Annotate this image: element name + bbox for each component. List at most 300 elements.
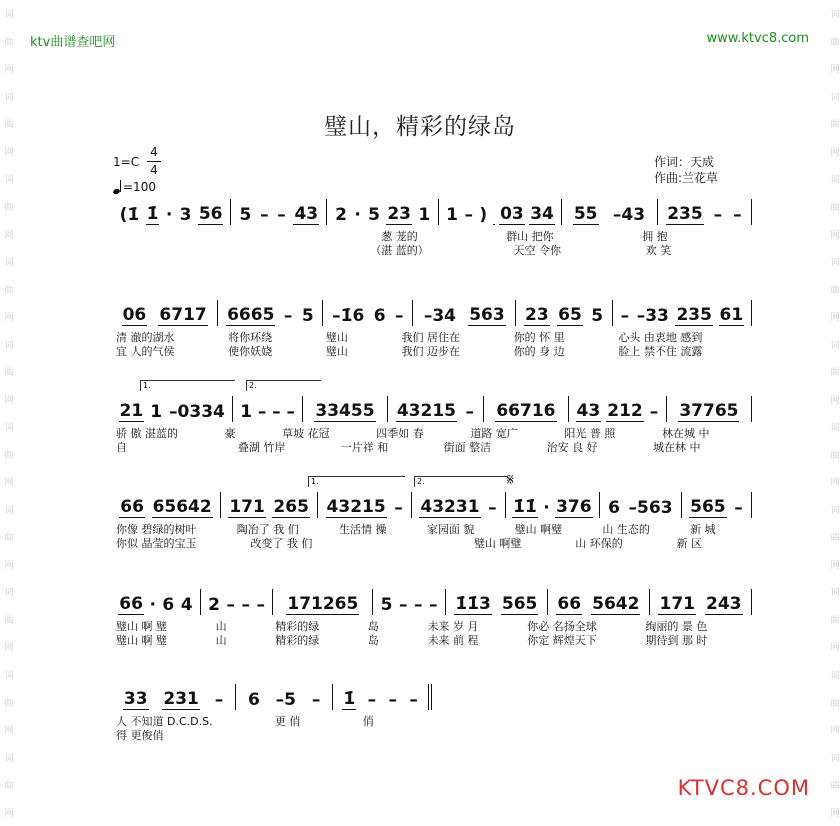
side-watermark-char: 词 bbox=[828, 91, 839, 101]
note-group: – bbox=[214, 690, 224, 710]
note-group: – bbox=[649, 402, 659, 422]
lyric-segment: 期待到 那 时 bbox=[645, 634, 708, 647]
music-line bbox=[112, 199, 752, 281]
measure bbox=[667, 396, 752, 422]
lyric-segment: 清 澈的湖水 bbox=[116, 331, 175, 344]
side-watermark-char: 词 bbox=[2, 9, 13, 19]
lyrics-row-2 bbox=[112, 632, 752, 648]
side-watermark-char: 曲 bbox=[828, 532, 839, 542]
note-group: (1̇ bbox=[119, 205, 140, 225]
note-group: – bbox=[395, 306, 404, 326]
measure bbox=[516, 300, 613, 326]
note-group: – bbox=[286, 402, 295, 422]
measure bbox=[548, 589, 650, 615]
volta-bracket: 2. bbox=[246, 380, 321, 391]
lyric-segment: 宜 人的气侯 bbox=[116, 345, 175, 358]
lyric-segment bbox=[416, 535, 470, 551]
note-group: 21 bbox=[119, 401, 144, 421]
measure bbox=[323, 300, 413, 326]
note-group: 6 bbox=[248, 690, 260, 710]
side-watermark-char: 曲 bbox=[2, 449, 13, 459]
note-group: – bbox=[733, 205, 742, 225]
note-group: 23 bbox=[387, 204, 412, 224]
note-group: 43 bbox=[294, 204, 319, 224]
measure bbox=[231, 199, 327, 225]
side-watermark-char: 词 bbox=[2, 422, 13, 432]
note-group: 34 bbox=[530, 204, 554, 224]
notation-row bbox=[112, 684, 432, 710]
lyric-segment bbox=[341, 727, 432, 743]
volta-bracket: 2. bbox=[414, 476, 507, 487]
music-line bbox=[112, 381, 752, 478]
note-group: 171265 bbox=[287, 594, 359, 614]
lyric-segment: 你定 辉煌天下 bbox=[527, 634, 597, 647]
note-group: – bbox=[429, 595, 438, 615]
music-line bbox=[112, 300, 752, 382]
side-watermark-char: 曲 bbox=[2, 284, 13, 294]
time-signature bbox=[147, 145, 161, 178]
measure bbox=[273, 589, 373, 615]
lyric-segment: 家园面 貌 bbox=[426, 523, 475, 536]
side-watermark-char: 词 bbox=[2, 752, 13, 762]
note-group: 5 bbox=[239, 205, 252, 225]
lyric-segment: 岛 bbox=[367, 620, 379, 633]
measure bbox=[439, 199, 562, 225]
lyrics-row-2 bbox=[112, 439, 752, 455]
lyric-segment: 改变了 我 们 bbox=[250, 537, 313, 550]
measure bbox=[233, 396, 302, 422]
note-group: – bbox=[620, 306, 630, 326]
music-line bbox=[112, 684, 432, 766]
note-group: – bbox=[409, 690, 418, 710]
note-group: – bbox=[311, 690, 321, 710]
note-group: 3 bbox=[179, 205, 192, 225]
ktvc8-logo: KTVC8.COM bbox=[677, 776, 810, 800]
measure bbox=[562, 199, 658, 225]
lyric-segment: 未来 前 程 bbox=[427, 634, 479, 647]
side-watermark-char: 词 bbox=[2, 504, 13, 514]
note-group: 235 bbox=[667, 204, 703, 224]
note-group: 5 bbox=[301, 306, 314, 326]
note-group: 1 bbox=[240, 402, 253, 422]
note-group: – bbox=[257, 402, 267, 422]
note-group: – bbox=[465, 402, 475, 422]
lyric-segment: （湛 蓝的） bbox=[370, 244, 429, 257]
note-group: 1̇1̇ bbox=[513, 497, 537, 517]
lyric-segment: 你必 名扬全球 bbox=[527, 620, 597, 633]
music-line bbox=[112, 589, 752, 671]
note-group: 563 bbox=[469, 305, 505, 325]
measure bbox=[569, 396, 667, 422]
side-watermark-char: 曲 bbox=[2, 532, 13, 542]
note-group: – bbox=[260, 205, 269, 225]
note-group: – bbox=[241, 595, 251, 615]
side-watermark-char: 词 bbox=[2, 257, 13, 267]
note-group: – bbox=[399, 595, 408, 615]
side-watermark-char: 词 bbox=[828, 422, 839, 432]
note-group: 43231 bbox=[420, 497, 480, 517]
lyric-segment: 你的 怀 里 bbox=[513, 331, 565, 344]
measure bbox=[236, 684, 333, 710]
lyric-segment: 精彩的绿 bbox=[275, 620, 320, 633]
side-watermark-char: 词 bbox=[2, 174, 13, 184]
note-group: 265 bbox=[273, 497, 309, 517]
note-group: 6 bbox=[373, 306, 386, 326]
measure bbox=[112, 300, 218, 326]
note-group: 6 bbox=[608, 498, 620, 518]
side-watermark-char: 网 bbox=[828, 312, 839, 322]
note-group: – bbox=[414, 595, 423, 615]
side-watermark-char: 词 bbox=[2, 587, 13, 597]
lyric-segment: 天空 令你 bbox=[513, 244, 561, 257]
lyric-segment: 我们 迈步在 bbox=[401, 345, 461, 358]
measure bbox=[318, 492, 412, 518]
side-watermark-char: 曲 bbox=[828, 36, 839, 46]
note-group: 235 bbox=[676, 305, 712, 325]
measure bbox=[682, 492, 752, 518]
lyric-segment: 一片祥 和 bbox=[340, 441, 389, 454]
side-watermark-char: 曲 bbox=[2, 697, 13, 707]
lyrics-row-2 bbox=[112, 242, 752, 258]
side-watermark-char: 曲 bbox=[2, 201, 13, 211]
lyrics-row-2 bbox=[112, 343, 752, 359]
lyric-segment: 自 bbox=[116, 441, 127, 454]
lyric-segment: 璧山 bbox=[325, 331, 348, 344]
side-watermark-char: 网 bbox=[2, 559, 13, 569]
lyric-segment: 璧山 啊 璧 bbox=[116, 620, 167, 633]
notation-row bbox=[112, 492, 752, 518]
site-url[interactable]: www.ktvc8.com bbox=[706, 31, 809, 46]
lyric-segment: 你像 碧绿的树叶 bbox=[116, 523, 197, 536]
composer: 作曲:兰花草 bbox=[654, 171, 719, 185]
note-group: 43215 bbox=[326, 497, 386, 517]
measure bbox=[484, 396, 569, 422]
lyric-segment: 阳光 普 照 bbox=[564, 427, 616, 440]
note-group: – bbox=[272, 402, 281, 422]
note-group: · bbox=[354, 205, 361, 225]
lyric-segment: 陶冶了 我 们 bbox=[236, 523, 299, 536]
side-watermark-char: 曲 bbox=[828, 697, 839, 707]
side-watermark-char: 网 bbox=[828, 229, 839, 239]
note-group: 171 bbox=[659, 594, 695, 614]
note-group: –33 bbox=[636, 306, 669, 326]
measure bbox=[373, 589, 445, 615]
measure bbox=[650, 589, 752, 615]
lyric-segment: 使你妖娆 bbox=[228, 345, 273, 358]
note-group: 66716 bbox=[496, 401, 556, 421]
lyric-segment: 更 俏 bbox=[274, 715, 301, 728]
measure bbox=[221, 492, 318, 518]
lyric-segment: 绚丽的 景 色 bbox=[645, 620, 708, 633]
quarter-note-icon bbox=[113, 180, 121, 194]
side-watermark-char: 词 bbox=[828, 752, 839, 762]
side-watermark-char: 词 bbox=[828, 339, 839, 349]
measure bbox=[412, 492, 506, 518]
credits bbox=[654, 154, 718, 186]
note-group: 33455 bbox=[315, 401, 375, 421]
side-watermark-char: 网 bbox=[2, 312, 13, 322]
lyric-segment: 未来 岁 月 bbox=[427, 620, 479, 633]
measure bbox=[388, 396, 484, 422]
side-watermark-char: 词 bbox=[828, 9, 839, 19]
side-watermark-char: 词 bbox=[2, 339, 13, 349]
measure bbox=[112, 684, 236, 710]
note-group: 06 bbox=[122, 305, 147, 325]
side-watermark-char: 网 bbox=[828, 642, 839, 652]
note-group: 5 bbox=[368, 205, 380, 225]
note-group: 66 bbox=[557, 594, 582, 614]
lyric-segment: 生活情 操 bbox=[339, 523, 387, 536]
note-group: 6 bbox=[162, 595, 175, 615]
lyric-segment bbox=[197, 242, 282, 258]
note-group: 171 bbox=[229, 497, 265, 517]
side-watermark-char: 网 bbox=[2, 807, 13, 817]
side-watermark-char: 网 bbox=[2, 394, 13, 404]
music-line bbox=[112, 470, 752, 574]
lyric-segment: 四季如 春 bbox=[376, 427, 424, 440]
note-group: 565 bbox=[501, 594, 538, 614]
note-group bbox=[493, 224, 495, 225]
side-watermark-char: 曲 bbox=[828, 614, 839, 624]
side-watermark-char: 网 bbox=[2, 229, 13, 239]
lyric-segment: 新 城 bbox=[690, 523, 716, 536]
measure bbox=[112, 199, 231, 225]
side-watermark-char: 词 bbox=[828, 174, 839, 184]
side-watermark-char: 网 bbox=[828, 807, 839, 817]
note-group: –5 bbox=[275, 690, 297, 710]
lyric-segment: 你似 晶莹的宝玉 bbox=[116, 537, 197, 550]
lyric-segment: 叠湖 竹岸 bbox=[237, 441, 286, 454]
volta-bracket: 1. bbox=[140, 380, 235, 391]
side-watermark-char: 网 bbox=[2, 725, 13, 735]
lyrics-row-2 bbox=[112, 535, 752, 551]
lyrics-row-2 bbox=[112, 727, 432, 743]
note-group: 23 bbox=[525, 305, 549, 325]
measure bbox=[446, 589, 548, 615]
lyric-segment: 豪 bbox=[224, 427, 236, 440]
side-watermark-char: 网 bbox=[2, 477, 13, 487]
note-group: –563 bbox=[628, 498, 673, 518]
lyric-segment bbox=[362, 535, 416, 551]
note-group: 1 bbox=[418, 205, 431, 225]
note-group: 43215 bbox=[396, 401, 456, 421]
note-group: 33 bbox=[123, 689, 148, 709]
measure bbox=[218, 300, 323, 326]
lyric-segment: 璧山 啊璧 bbox=[514, 523, 563, 536]
note-group: 2 bbox=[208, 595, 220, 615]
site-name[interactable]: ktv曲谱查吧网 bbox=[30, 35, 116, 50]
measure bbox=[327, 199, 438, 225]
lyric-segment bbox=[282, 242, 367, 258]
notation-row bbox=[112, 199, 752, 225]
lyric-segment: 群山 把你 bbox=[506, 230, 554, 243]
lyric-segment: 得 更俊俏 bbox=[116, 729, 164, 742]
note-group: 03 bbox=[500, 204, 524, 224]
notation-row bbox=[112, 396, 752, 422]
measure bbox=[613, 300, 752, 326]
lyric-segment: 山 环保的 bbox=[575, 537, 623, 550]
side-watermark-char: 词 bbox=[828, 257, 839, 267]
side-watermark-char: 曲 bbox=[2, 119, 13, 129]
side-watermark-char: 词 bbox=[2, 91, 13, 101]
measure bbox=[201, 589, 273, 615]
side-watermark-char: 词 bbox=[828, 504, 839, 514]
note-group: 66 bbox=[119, 594, 143, 614]
note-group: 56 bbox=[198, 204, 223, 224]
song-title: 璧山，精彩的绿岛 bbox=[324, 114, 516, 140]
lyric-segment: 心头 由衷地 感到 bbox=[618, 331, 703, 344]
lyric-segment: 街面 整洁 bbox=[443, 441, 492, 454]
measure bbox=[112, 589, 201, 615]
note-group: –34 bbox=[423, 306, 457, 326]
lyric-segment: 山 生态的 bbox=[602, 523, 650, 536]
note-group: 55 bbox=[573, 204, 598, 224]
note-group: 65 bbox=[558, 305, 582, 325]
lyric-segment: 治安 良 好 bbox=[546, 441, 598, 454]
note-group: – bbox=[464, 205, 473, 225]
note-group: – bbox=[226, 595, 236, 615]
notation-row bbox=[112, 589, 752, 615]
note-group: 5642 bbox=[592, 594, 640, 614]
lyric-segment: 将你环绕 bbox=[228, 331, 273, 344]
segno-icon: 𝄋 bbox=[507, 470, 514, 489]
side-watermark-char: 曲 bbox=[828, 367, 839, 377]
lyric-segment: 我们 居住在 bbox=[401, 331, 461, 344]
note-group: –43 bbox=[612, 205, 646, 225]
note-group: 565 bbox=[690, 497, 726, 517]
note-group: –1̇6 bbox=[332, 306, 365, 326]
side-watermark-char: 网 bbox=[828, 477, 839, 487]
lyric-segment: 山 bbox=[215, 620, 227, 633]
side-watermark-char: 曲 bbox=[2, 367, 13, 377]
note-group: – bbox=[277, 205, 286, 225]
measure bbox=[112, 492, 221, 518]
note-group: 231 bbox=[163, 689, 199, 709]
measure bbox=[333, 684, 432, 710]
time-signature-top: 4 bbox=[150, 145, 158, 159]
lyric-segment: 璧山 bbox=[325, 345, 348, 358]
lyric-segment: 林在城 中 bbox=[661, 427, 710, 440]
note-group: 61 bbox=[719, 305, 744, 325]
measure bbox=[413, 300, 516, 326]
side-watermark-char: 网 bbox=[2, 642, 13, 652]
side-watermark-char: 曲 bbox=[828, 780, 839, 790]
lyric-segment bbox=[178, 439, 233, 455]
note-group: 1̇1̇3 bbox=[455, 594, 491, 614]
note-group: – bbox=[488, 498, 497, 518]
tempo-marking bbox=[113, 180, 156, 194]
lyric-segment: 葱 茏的 bbox=[381, 230, 418, 243]
note-group: 5 bbox=[380, 595, 393, 615]
measure bbox=[506, 492, 600, 518]
side-watermark-char: 曲 bbox=[828, 284, 839, 294]
side-watermark-char: 曲 bbox=[2, 614, 13, 624]
note-group: · bbox=[165, 205, 173, 225]
note-group: 1̇ bbox=[146, 204, 159, 224]
lyric-segment: 道路 宽广 bbox=[470, 427, 518, 440]
notation-row bbox=[112, 300, 752, 326]
measure bbox=[658, 199, 752, 225]
note-group: 5 bbox=[591, 306, 604, 326]
side-watermark-char: 网 bbox=[828, 559, 839, 569]
lyric-segment: 岛 bbox=[367, 634, 379, 647]
note-group: 43 bbox=[576, 401, 601, 421]
key-signature: 1=C bbox=[113, 155, 140, 169]
lyric-segment: 精彩的绿 bbox=[275, 634, 320, 647]
side-watermark-char: 网 bbox=[828, 64, 839, 74]
note-group: – bbox=[256, 595, 266, 615]
lyric-segment: 璧山 啊 璧 bbox=[116, 634, 167, 647]
note-group: 376 bbox=[556, 497, 592, 517]
lyric-segment: 欢 笑 bbox=[645, 244, 672, 257]
side-watermark-char: 曲 bbox=[828, 201, 839, 211]
side-watermark-char: 曲 bbox=[828, 449, 839, 459]
note-group: –0334 bbox=[169, 402, 225, 422]
side-watermark-char: 曲 bbox=[2, 780, 13, 790]
note-group: – bbox=[283, 306, 293, 326]
side-watermark-char: 网 bbox=[828, 725, 839, 735]
lyricist: 作词：天成 bbox=[654, 155, 715, 169]
time-signature-bottom: 4 bbox=[150, 163, 158, 177]
volta-bracket: 1. bbox=[308, 476, 405, 487]
note-group: 1̇ bbox=[343, 689, 356, 709]
lyric-segment: 俏 bbox=[362, 715, 374, 728]
note-group: 6717 bbox=[159, 305, 207, 325]
lyric-segment: 骄 傲 湛蓝的 bbox=[116, 427, 178, 440]
note-group: 66 bbox=[120, 497, 144, 517]
measure bbox=[112, 396, 233, 422]
lyric-segment bbox=[250, 727, 341, 743]
note-group: · bbox=[543, 498, 550, 518]
side-watermark-char: 曲 bbox=[828, 119, 839, 129]
note-group: ) bbox=[479, 205, 488, 225]
note-group: 65642 bbox=[152, 497, 212, 517]
side-watermark-char: 曲 bbox=[2, 36, 13, 46]
measure bbox=[600, 492, 682, 518]
lyric-segment: 人 不知道 D.C.D.S. bbox=[116, 715, 213, 728]
note-group: 1 bbox=[446, 205, 458, 225]
lyric-segment: 新 区 bbox=[676, 537, 703, 550]
lyric-segment: 脸上 禁不住 流露 bbox=[618, 345, 703, 358]
lyric-segment: 你的 身 边 bbox=[513, 345, 565, 358]
measure bbox=[303, 396, 388, 422]
lyric-segment bbox=[112, 242, 197, 258]
lyric-segment: 草坡 花冠 bbox=[282, 427, 330, 440]
side-watermark-char: 词 bbox=[828, 670, 839, 680]
note-group: 212 bbox=[607, 401, 643, 421]
note-group: 1 bbox=[150, 402, 163, 422]
side-watermark-char: 网 bbox=[2, 146, 13, 156]
note-group: – bbox=[367, 690, 377, 710]
side-watermark-char: 网 bbox=[828, 146, 839, 156]
note-group: – bbox=[388, 690, 397, 710]
note-group: 2 bbox=[335, 205, 347, 225]
side-watermark-char: 词 bbox=[828, 587, 839, 597]
side-watermark-char: 网 bbox=[2, 64, 13, 74]
note-group: 37765 bbox=[679, 401, 739, 421]
note-group: – bbox=[734, 498, 743, 518]
lyric-segment: 山 bbox=[215, 634, 227, 647]
note-group: – bbox=[713, 205, 723, 225]
tempo-value: =100 bbox=[123, 180, 156, 194]
note-group: · bbox=[149, 595, 156, 615]
lyric-segment: 城在林 中 bbox=[653, 441, 701, 454]
note-group: – bbox=[394, 498, 403, 518]
lyric-segment: 璧山 啊璧 bbox=[473, 537, 522, 550]
side-watermark-char: 词 bbox=[2, 670, 13, 680]
lyric-segment: 拥 抱 bbox=[642, 230, 668, 243]
note-group: 6665 bbox=[227, 305, 275, 325]
